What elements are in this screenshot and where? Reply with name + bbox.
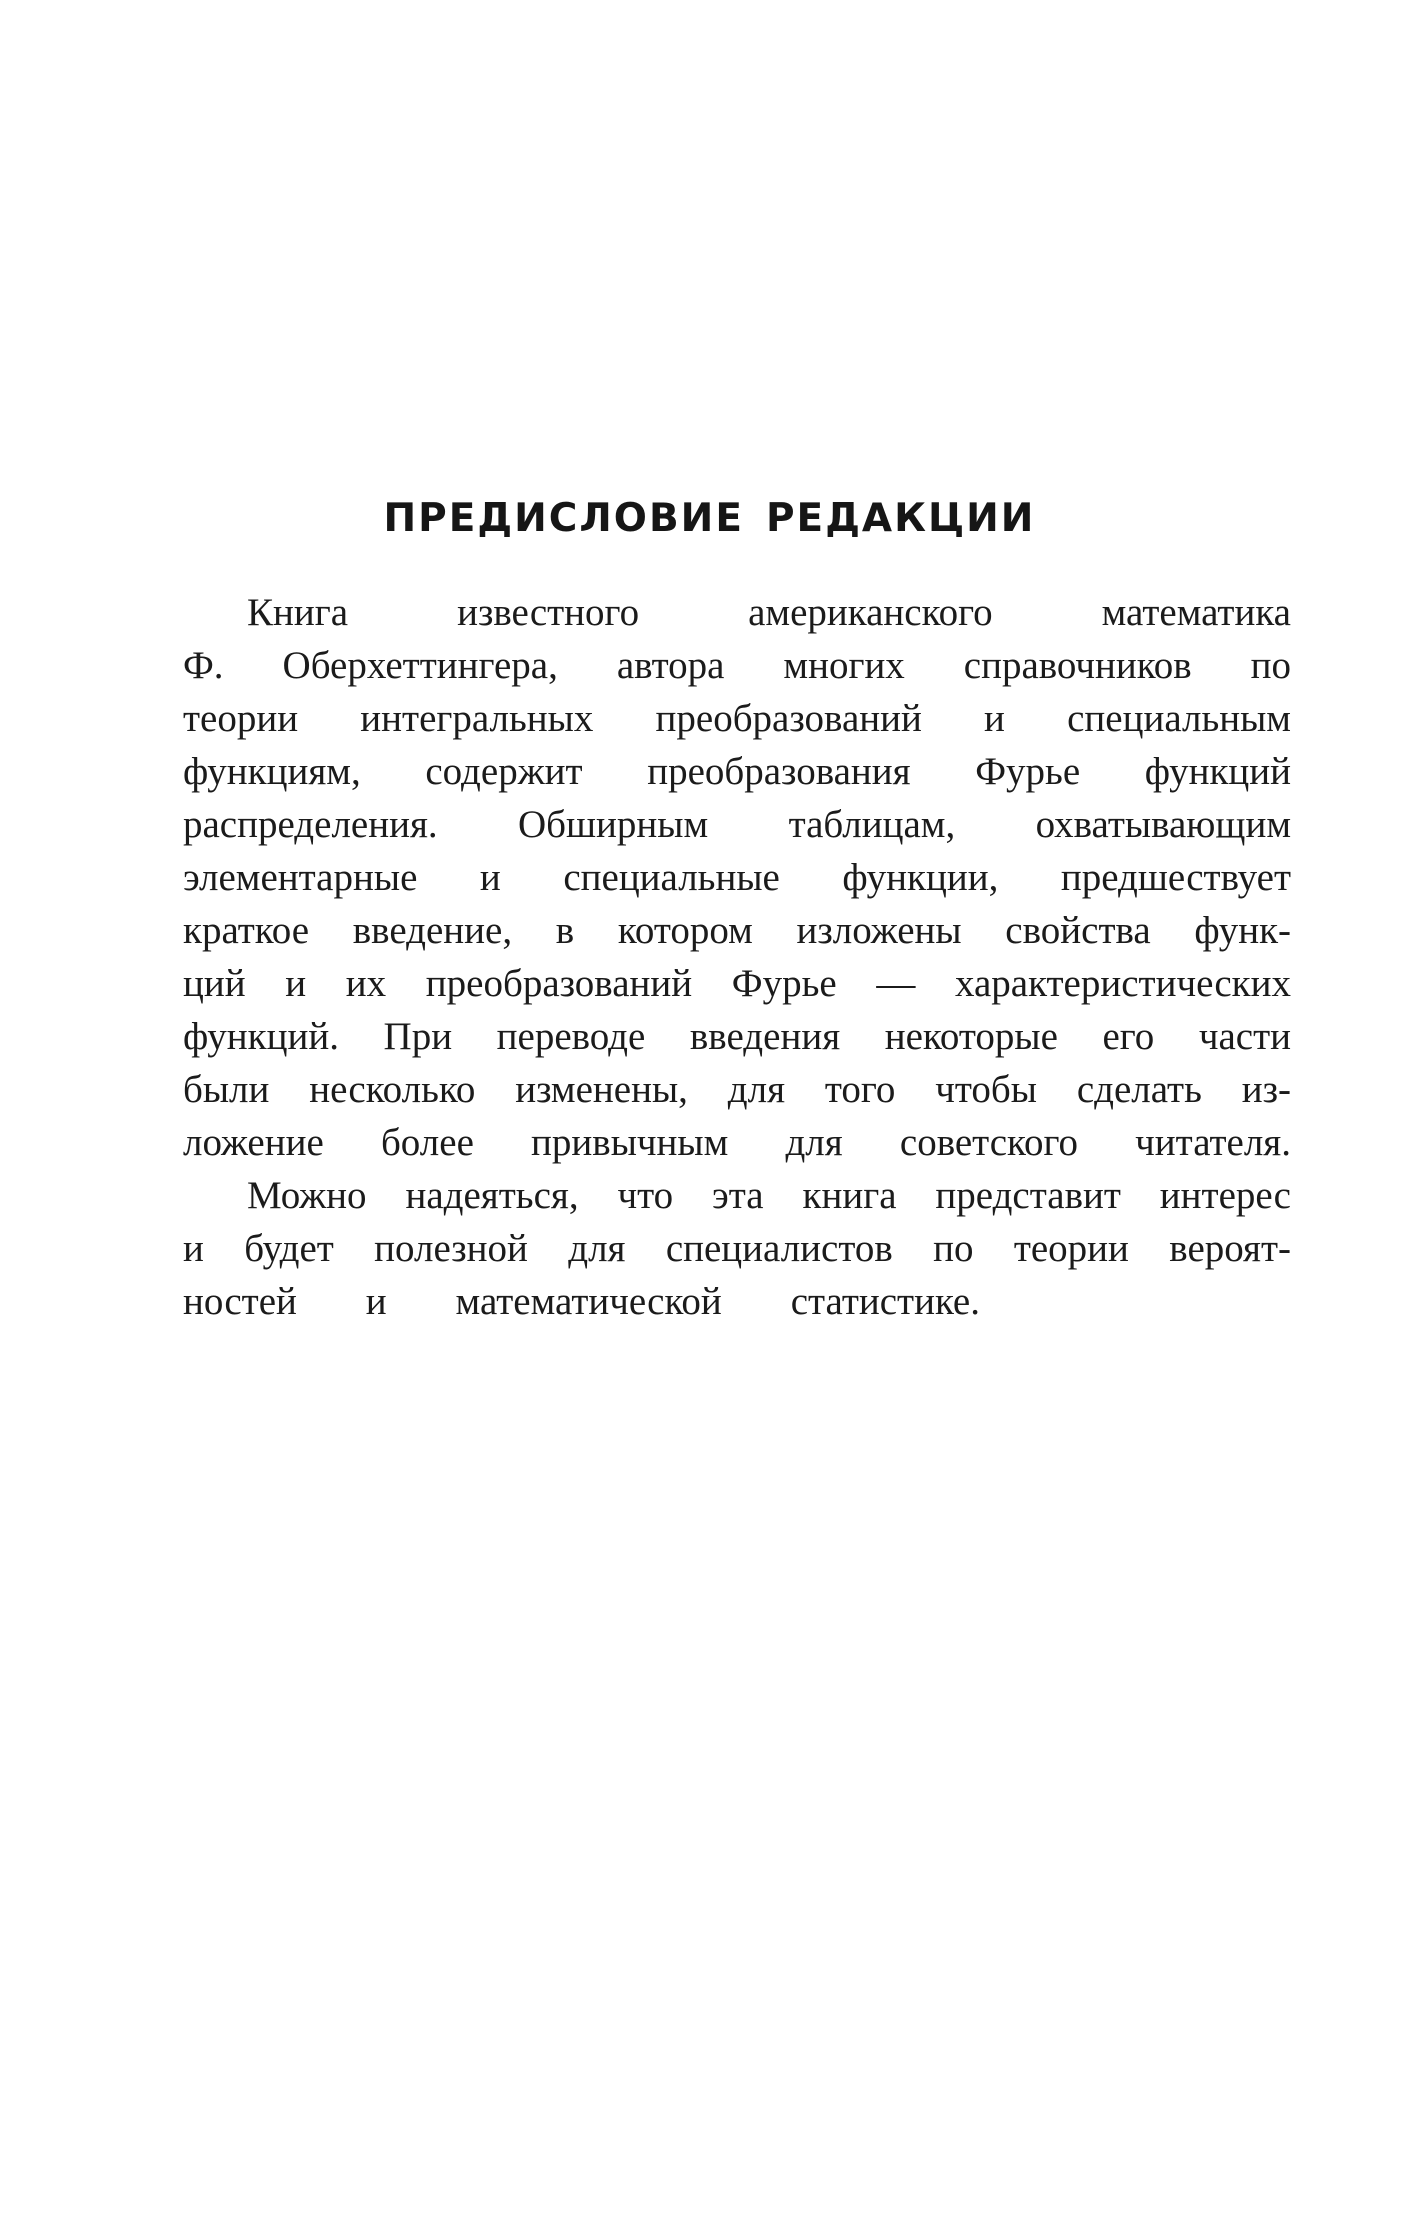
text-line: и будет полезной для специалистов по теории вероят- xyxy=(183,1227,1291,1270)
title-word-2: РЕДАКЦИИ xyxy=(765,496,1036,541)
page-title xyxy=(0,496,1419,541)
text-line: ций и их преобразований Фурье — характеристических xyxy=(183,962,1291,1005)
text-line: Можно надеяться, что эта книга представит интерес xyxy=(247,1174,1291,1217)
text-line: распределения. Обширным таблицам, охватывающим xyxy=(183,803,1291,846)
text-line: ностей и математической статистике. xyxy=(183,1280,980,1323)
text-line: элементарные и специальные функции, предшествует xyxy=(183,856,1291,899)
text-line: были несколько изменены, для того чтобы сделать из- xyxy=(183,1068,1291,1111)
text-line: краткое введение, в котором изложены свойства функ- xyxy=(183,909,1291,952)
text-line: функциям, содержит преобразования Фурье функций xyxy=(183,750,1291,793)
paragraph-2 xyxy=(183,1169,1291,1328)
text-line: теории интегральных преобразований и специальным xyxy=(183,697,1291,740)
text-line: функций. При переводе введения некоторые его части xyxy=(183,1015,1291,1058)
text-line: Ф. Оберхеттингера, автора многих справочников по xyxy=(183,644,1291,687)
text-line: ложение более привычным для советского читателя. xyxy=(183,1121,1291,1164)
paragraph-1 xyxy=(183,586,1291,1169)
body-text xyxy=(183,586,1291,1328)
title-word-1: ПРЕДИСЛОВИЕ xyxy=(383,496,744,541)
text-line: Книга известного американского математика xyxy=(247,591,1291,634)
